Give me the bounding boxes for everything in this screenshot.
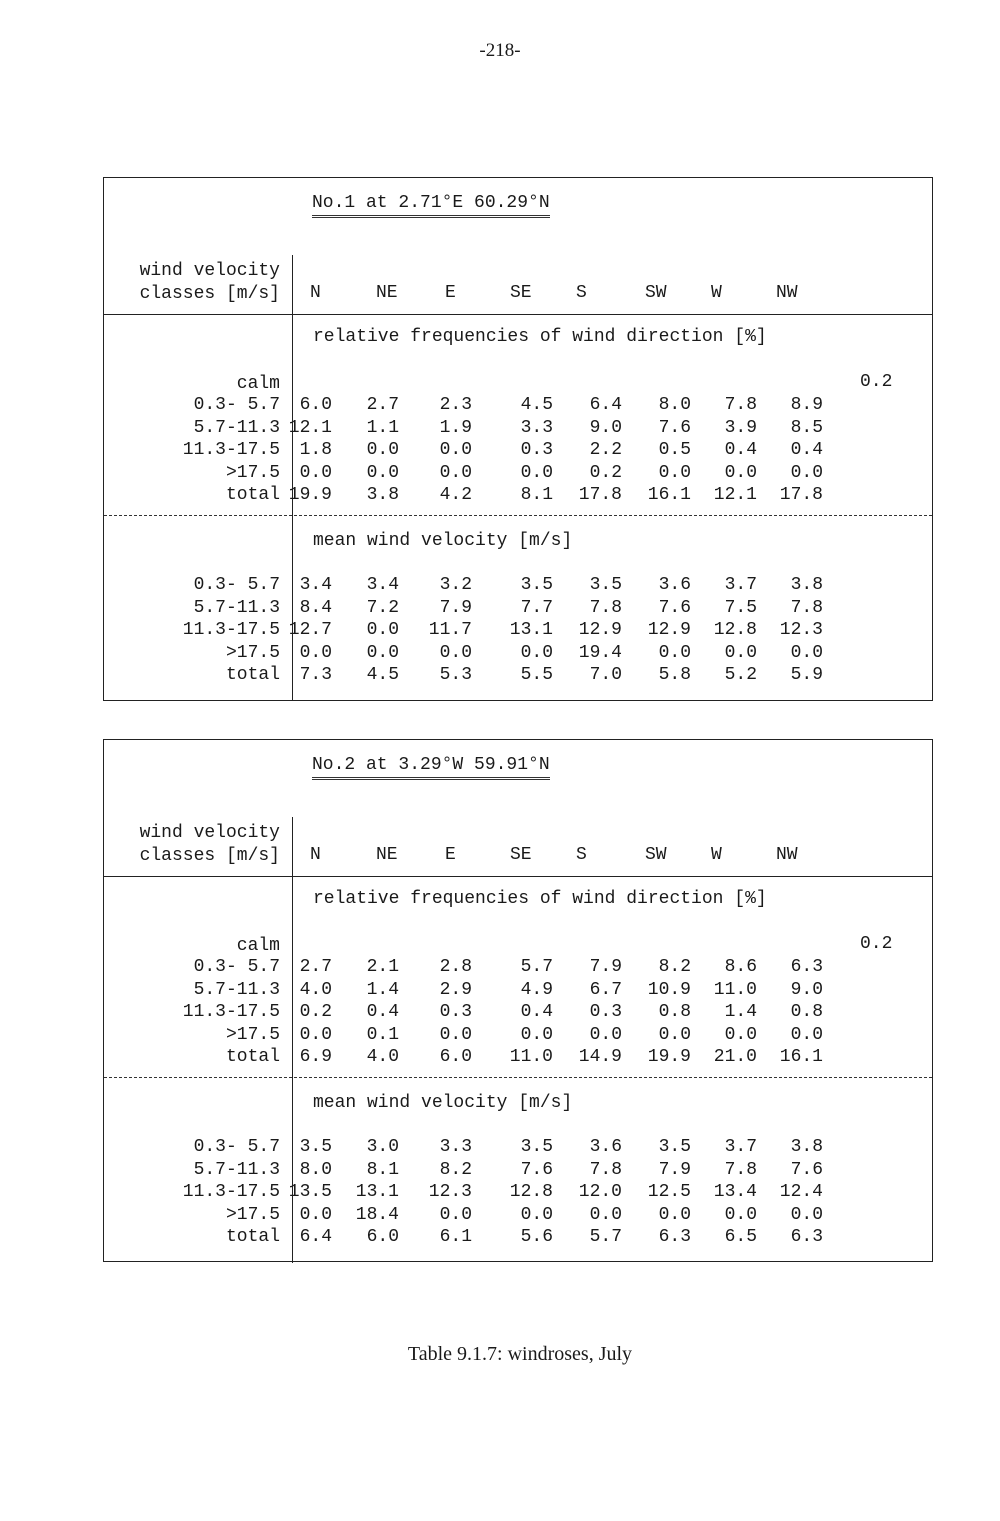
value-cell: 4.0 [366,1047,399,1068]
value-cell: 11.7 [428,620,472,641]
direction-header: S [576,845,587,865]
direction-header: NE [376,283,398,303]
value-cell: 2.3 [439,395,472,415]
section-separator [104,515,932,516]
value-cell: 12.7 [288,620,332,641]
value-cell: 5.9 [790,665,823,686]
value-cell: 0.0 [589,1024,622,1045]
mean-velocity-row [104,597,932,620]
value-cell: 0.4 [520,1002,553,1023]
table-caption: Table 9.1.7: windroses, July [407,1343,633,1365]
value-cell: 9.0 [589,417,622,438]
row-label: total [225,485,280,506]
value-cell: 1.9 [439,417,472,438]
value-cell: 8.5 [790,417,823,438]
value-cell: 0.0 [790,1204,823,1225]
value-cell: 7.8 [589,1159,622,1180]
row-label: total [225,1227,280,1248]
value-cell: 0.4 [724,440,757,461]
value-cell: 0.0 [520,1024,553,1045]
frequency-row [104,1001,932,1024]
value-cell: 3.4 [299,575,332,595]
value-cell: 7.9 [589,957,622,977]
value-cell: 10.9 [647,979,691,1000]
value-cell: 2.2 [589,440,622,461]
mean-velocity-row [104,1226,932,1249]
value-cell: 0.0 [724,462,757,483]
value-cell: 21.0 [713,1047,757,1068]
value-cell: 11.0 [509,1047,553,1068]
class-header-line2: classes [m/s] [139,284,280,304]
value-cell: 5.8 [658,665,691,686]
value-cell: 0.5 [658,440,691,461]
value-cell: 2.1 [366,957,399,977]
value-cell: 6.4 [589,395,622,415]
station-title: No.2 at 3.29°W 59.91°N [312,754,550,780]
value-cell: 7.9 [658,1159,691,1180]
direction-header: NW [776,283,798,303]
value-cell: 8.9 [790,395,823,415]
direction-header: SW [645,283,667,303]
value-cell: 8.4 [299,597,332,618]
value-cell: 5.6 [520,1227,553,1248]
value-cell: 7.8 [724,1159,757,1180]
calm-row [104,935,932,958]
value-cell: 0.2 [299,1002,332,1023]
row-label: 5.7-11.3 [193,1159,280,1180]
value-cell: 17.8 [578,485,622,506]
value-cell: 6.3 [790,957,823,977]
value-cell: 3.7 [724,1137,757,1157]
value-cell: 18.4 [355,1204,399,1225]
direction-header: S [576,283,587,303]
value-cell: 1.4 [366,979,399,1000]
mean-velocity-row [104,1136,932,1159]
value-cell: 3.8 [790,1137,823,1157]
value-cell: 6.0 [299,395,332,415]
value-cell: 0.4 [790,440,823,461]
frequency-section-title: relative frequencies of wind direction [%] [313,327,767,347]
row-label: 5.7-11.3 [193,979,280,1000]
value-cell: 0.0 [658,642,691,663]
frequency-row [104,394,932,417]
mean-velocity-row [104,1159,932,1182]
value-cell: 5.7 [520,957,553,977]
value-cell: 7.8 [724,395,757,415]
mean-velocity-row [104,574,932,597]
value-cell: 12.1 [713,485,757,506]
calm-row [104,373,932,396]
value-cell: 0.0 [520,462,553,483]
value-cell: 16.1 [779,1047,823,1068]
frequency-row [104,979,932,1002]
section-separator [104,1077,932,1078]
direction-header: N [310,845,321,865]
value-cell: 7.8 [589,597,622,618]
row-label: total [225,665,280,686]
value-cell: 16.1 [647,485,691,506]
row-label: 0.3- 5.7 [193,575,280,595]
mean-velocity-section-title: mean wind velocity [m/s] [313,531,573,551]
value-cell: 7.6 [790,1159,823,1180]
value-cell: 0.0 [366,440,399,461]
value-cell: 0.0 [439,462,472,483]
value-cell: 12.4 [779,1182,823,1203]
frequency-row [104,439,932,462]
value-cell: 3.3 [439,1137,472,1157]
value-cell: 4.2 [439,485,472,506]
row-label: 5.7-11.3 [193,597,280,618]
value-cell: 3.2 [439,575,472,595]
value-cell: 13.5 [288,1182,332,1203]
value-cell: 7.5 [724,597,757,618]
value-cell: 7.6 [520,1159,553,1180]
direction-header: E [445,845,456,865]
header-rule [104,314,932,315]
row-label: 11.3-17.5 [182,1002,280,1023]
value-cell: 3.5 [299,1137,332,1157]
value-cell: 6.7 [589,979,622,1000]
direction-header: NW [776,845,798,865]
value-cell: 6.4 [299,1227,332,1248]
value-cell: 7.6 [658,417,691,438]
value-cell: 4.0 [299,979,332,1000]
value-cell: 12.8 [509,1182,553,1203]
value-cell: 6.0 [439,1047,472,1068]
value-cell: 8.2 [658,957,691,977]
value-cell: 0.0 [299,1204,332,1225]
calm-value: 0.2 [860,372,893,392]
calm-value: 0.2 [860,934,893,954]
value-cell: 0.0 [366,462,399,483]
value-cell: 3.6 [658,575,691,595]
value-cell: 0.0 [299,1024,332,1045]
value-cell: 7.8 [790,597,823,618]
value-cell: 0.0 [724,642,757,663]
value-cell: 3.9 [724,417,757,438]
value-cell: 0.0 [724,1024,757,1045]
mean-velocity-row [104,1181,932,1204]
value-cell: 3.5 [520,1137,553,1157]
page-number: -218- [479,40,521,61]
direction-header: E [445,283,456,303]
value-cell: 0.0 [299,642,332,663]
value-cell: 0.0 [366,642,399,663]
value-cell: 0.0 [366,620,399,641]
value-cell: 0.3 [589,1002,622,1023]
value-cell: 12.8 [713,620,757,641]
value-cell: 14.9 [578,1047,622,1068]
frequency-section-title: relative frequencies of wind direction [%] [313,889,767,909]
value-cell: 7.3 [299,665,332,686]
value-cell: 0.0 [658,1024,691,1045]
value-cell: 7.6 [658,597,691,618]
header-rule [104,876,932,877]
value-cell: 12.3 [428,1182,472,1203]
value-cell: 3.7 [724,575,757,595]
row-label: >17.5 [225,642,280,663]
direction-header: SE [510,845,532,865]
row-label: total [225,1047,280,1068]
value-cell: 0.2 [589,462,622,483]
value-cell: 3.0 [366,1137,399,1157]
value-cell: 0.0 [790,642,823,663]
windrose-table-1 [103,177,933,701]
value-cell: 7.2 [366,597,399,618]
value-cell: 5.7 [589,1227,622,1248]
value-cell: 3.8 [366,485,399,506]
value-cell: 0.4 [366,1002,399,1023]
row-label: calm [236,374,280,394]
value-cell: 1.4 [724,1002,757,1023]
value-cell: 2.8 [439,957,472,977]
station-title: No.1 at 2.71°E 60.29°N [312,192,550,218]
mean-velocity-row [104,664,932,687]
value-cell: 2.7 [366,395,399,415]
value-cell: 6.5 [724,1227,757,1248]
value-cell: 4.9 [520,979,553,1000]
class-header-line2: classes [m/s] [139,846,280,866]
row-label: 0.3- 5.7 [193,1137,280,1157]
direction-header: N [310,283,321,303]
value-cell: 1.1 [366,417,399,438]
value-cell: 0.0 [790,462,823,483]
row-label: 11.3-17.5 [182,440,280,461]
value-cell: 6.9 [299,1047,332,1068]
value-cell: 19.4 [578,642,622,663]
value-cell: 2.9 [439,979,472,1000]
value-cell: 5.3 [439,665,472,686]
value-cell: 0.3 [439,1002,472,1023]
value-cell: 12.5 [647,1182,691,1203]
frequency-row [104,484,932,507]
value-cell: 0.0 [520,642,553,663]
value-cell: 0.3 [520,440,553,461]
value-cell: 8.2 [439,1159,472,1180]
value-cell: 1.8 [299,440,332,461]
direction-header: W [711,283,722,303]
value-cell: 3.5 [658,1137,691,1157]
value-cell: 3.6 [589,1137,622,1157]
value-cell: 13.1 [509,620,553,641]
value-cell: 11.0 [713,979,757,1000]
value-cell: 0.0 [658,1204,691,1225]
value-cell: 0.0 [520,1204,553,1225]
value-cell: 4.5 [520,395,553,415]
frequency-row [104,1046,932,1069]
row-label: >17.5 [225,462,280,483]
value-cell: 12.3 [779,620,823,641]
value-cell: 7.7 [520,597,553,618]
direction-header: W [711,845,722,865]
value-cell: 0.0 [299,462,332,483]
mean-velocity-row [104,642,932,665]
value-cell: 9.0 [790,979,823,1000]
value-cell: 3.3 [520,417,553,438]
row-label: 0.3- 5.7 [193,957,280,977]
frequency-row [104,1024,932,1047]
value-cell: 0.0 [439,642,472,663]
value-cell: 0.1 [366,1024,399,1045]
row-label: >17.5 [225,1024,280,1045]
value-cell: 8.0 [658,395,691,415]
value-cell: 0.0 [724,1204,757,1225]
value-cell: 12.9 [647,620,691,641]
row-label: 11.3-17.5 [182,1182,280,1203]
value-cell: 19.9 [647,1047,691,1068]
value-cell: 5.5 [520,665,553,686]
value-cell: 12.9 [578,620,622,641]
value-cell: 0.0 [439,1024,472,1045]
value-cell: 0.0 [658,462,691,483]
value-cell: 0.0 [589,1204,622,1225]
row-label: 5.7-11.3 [193,417,280,438]
value-cell: 12.0 [578,1182,622,1203]
value-cell: 3.4 [366,575,399,595]
value-cell: 17.8 [779,485,823,506]
value-cell: 19.9 [288,485,332,506]
value-cell: 4.5 [366,665,399,686]
value-cell: 6.0 [366,1227,399,1248]
value-cell: 0.0 [439,440,472,461]
value-cell: 3.5 [589,575,622,595]
value-cell: 5.2 [724,665,757,686]
value-cell: 7.9 [439,597,472,618]
value-cell: 12.1 [288,417,332,438]
direction-header: SW [645,845,667,865]
value-cell: 8.0 [299,1159,332,1180]
value-cell: 3.8 [790,575,823,595]
value-cell: 2.7 [299,957,332,977]
row-label: calm [236,936,280,956]
value-cell: 8.6 [724,957,757,977]
windrose-table-2 [103,739,933,1262]
mean-velocity-row [104,619,932,642]
class-header-line1: wind velocity [139,261,280,281]
value-cell: 6.1 [439,1227,472,1248]
direction-header: NE [376,845,398,865]
row-label: 0.3- 5.7 [193,395,280,415]
value-cell: 7.0 [589,665,622,686]
value-cell: 8.1 [366,1159,399,1180]
value-cell: 8.1 [520,485,553,506]
value-cell: 0.0 [439,1204,472,1225]
mean-velocity-row [104,1204,932,1227]
row-label: >17.5 [225,1204,280,1225]
value-cell: 3.5 [520,575,553,595]
value-cell: 13.4 [713,1182,757,1203]
frequency-row [104,956,932,979]
direction-header: SE [510,283,532,303]
frequency-row [104,417,932,440]
value-cell: 0.0 [790,1024,823,1045]
row-label: 11.3-17.5 [182,620,280,641]
value-cell: 13.1 [355,1182,399,1203]
class-header-line1: wind velocity [139,823,280,843]
value-cell: 6.3 [658,1227,691,1248]
mean-velocity-section-title: mean wind velocity [m/s] [313,1093,573,1113]
value-cell: 0.8 [790,1002,823,1023]
value-cell: 0.8 [658,1002,691,1023]
value-cell: 6.3 [790,1227,823,1248]
frequency-row [104,462,932,485]
